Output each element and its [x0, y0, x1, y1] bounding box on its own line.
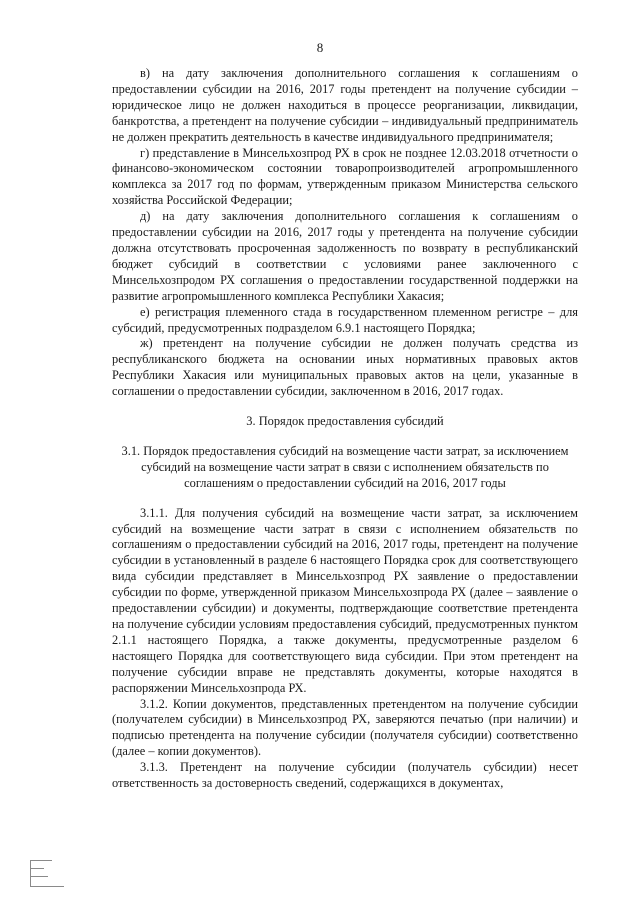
subsection-title: 3.1. Порядок предоставления субсидий на возмещение части затрат, за исключением субсидий на возмещение части затрат в связи с исполнением обязательств по соглашениям о предоставлении субсидий на 2016, 2017 годы	[121, 443, 569, 490]
paragraph-g: г) представление в Минсельхозпрод РХ в срок не позднее 12.03.2018 отчетности о финансово-экономическом состоянии товаропроизводителей агропромышленного комплекса за 2017 год по формам, утвержденным приказом Министерства сельского хозяйства Российской Федерации;	[112, 145, 578, 208]
scan-artifact-mark	[28, 858, 68, 892]
paragraph-v: в) на дату заключения дополнительного соглашения к соглашениям о предоставлении субсидии на 2016, 2017 годы претендент на получение субсидии – юридическое лицо не должен находиться в процессе реорганизации, ликвидации, банкротства, а претендент на получение субсидии – индивидуальный предприниматель не должен прекратить деятельность в качестве индивидуального предпринимателя;	[112, 66, 578, 144]
clause-3-1-1: 3.1.1. Для получения субсидий на возмещение части затрат, за исключением субсидий на возмещение части затрат в связи с исполнением обязательств по соглашениям о предоставлении субсидий на 2016, 2017 годы, претендент на получение субсидии в установленный в разделе 6 настоящего Порядка срок для соответствующего вида субсидии представляет в Минсельхозпрод РХ заявление о предоставлении субсидии по форме, утвержденной приказом Минсельхозпрода РХ (далее – заявление о предоставлении субсидии) и документы, подтверждающие соответствие претендента на получение субсидии условиям предоставления субсидий, предусмотренных пунктом 2.1.1 настоящего Порядка, а также документы, предусмотренные разделом 6 настоящего Порядка для соответствующего вида субсидии. При этом претендент на получение субсидии вправе не представлять документы, которые находятся в распоряжении Минсельхозпрода РХ.	[112, 505, 578, 695]
document-body	[112, 66, 578, 792]
paragraph-zh: ж) претендент на получение субсидии не должен получать средства из республиканского бюджета на основании иных нормативных правовых актов Республики Хакасия или муниципальных правовых актов на цели, указанные в соглашении о предоставлении субсидии, заключенном в 2016, 2017 годах.	[112, 336, 578, 399]
paragraph-e: е) регистрация племенного стада в государственном племенном регистре – для субсидий, предусмотренных подразделом 6.9.1 настоящего Порядка;	[112, 304, 578, 335]
page-number: 8	[316, 40, 324, 55]
clause-3-1-2: 3.1.2. Копии документов, представленных претендентом на получение субсидии (получателем субсидии) в Минсельхозпрод РХ, заверяются печатью (при наличии) и подписью претендента на получение субсидии (получателя субсидии) соответственно (далее – копии документов).	[112, 696, 578, 759]
clause-3-1-3: 3.1.3. Претендент на получение субсидии (получатель субсидии) несет ответственность за достоверность сведений, содержащихся в документах,	[112, 760, 578, 791]
paragraph-d: д) на дату заключения дополнительного соглашения к соглашениям о предоставлении субсидии на 2016, 2017 годы у претендента на получение субсидии должна отсутствовать просроченная задолженность по возврату в республиканский бюджет субсидий в соответствии с условиями ранее заключенного с Минсельхозпродом РХ соглашения о предоставлении государственной поддержки на развитие агропромышленного комплекса Республики Хакасия;	[112, 209, 578, 303]
section-title: 3. Порядок предоставления субсидий	[246, 414, 444, 429]
